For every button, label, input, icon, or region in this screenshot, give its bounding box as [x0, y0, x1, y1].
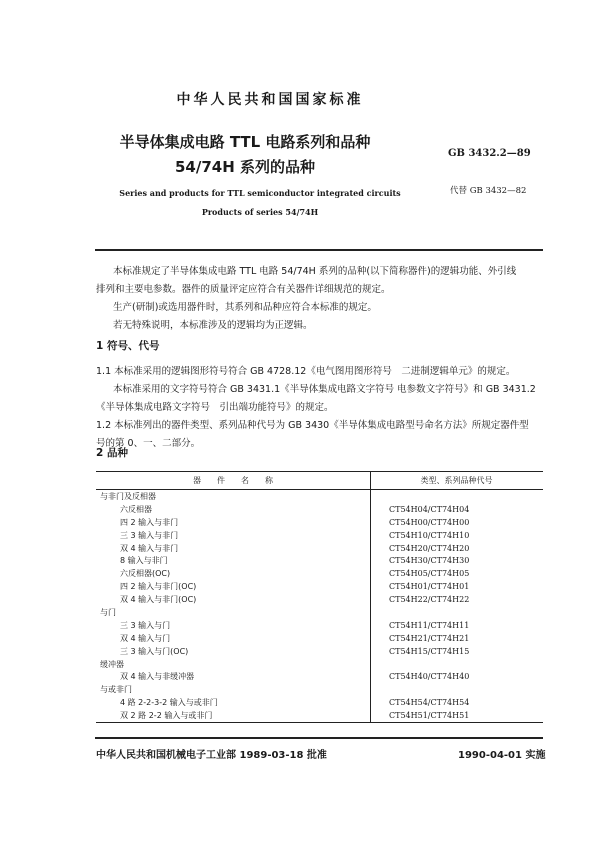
- header-rule: [95, 249, 543, 251]
- table-row: [96, 542, 543, 555]
- table-row: [96, 670, 543, 683]
- intro-line: 本标准规定了半导体集成电路 TTL 电路 54/74H 系列的品种(以下简称器件)的逻辑功能、外引线: [113, 266, 517, 277]
- table-row: [96, 606, 543, 619]
- category-name: 与门: [100, 607, 116, 617]
- device-code: CT54H05/CT74H05: [371, 567, 544, 580]
- device-code: CT54H40/CT74H40: [371, 670, 544, 683]
- table-row: [96, 529, 543, 542]
- device-code: CT54H04/CT74H04: [371, 503, 544, 516]
- device-name: 三 3 输入与非门: [120, 530, 179, 540]
- device-code: CT54H01/CT74H01: [371, 580, 544, 593]
- section-1-line: 1.1 本标准采用的逻辑图形符号符合 GB 4728.12《电气图用图形符号 二进制逻辑单元》的规定。: [96, 366, 516, 377]
- table-row: [96, 567, 543, 580]
- category-name: 与或非门: [100, 685, 132, 695]
- device-code: CT54H30/CT74H30: [371, 554, 544, 567]
- table-row: [96, 709, 543, 722]
- title-line-1: 半导体集成电路 TTL 电路系列和品种: [119, 133, 371, 151]
- table-row: [96, 683, 543, 696]
- device-name: 三 3 输入与门: [120, 620, 171, 630]
- table-row: [96, 554, 543, 567]
- device-name: 双 2 路 2-2 输入与或非门: [96, 709, 371, 722]
- column-header-code: 类型、系列品种代号: [371, 472, 544, 490]
- category-name: 缓冲器: [100, 659, 124, 669]
- product-table: [96, 471, 543, 723]
- device-name: 双 4 输入与非门(OC): [120, 595, 197, 605]
- table-row: [96, 645, 543, 658]
- title-line-2: 54/74H 系列的品种: [174, 158, 315, 176]
- table-row: [96, 593, 543, 606]
- device-code: CT54H11/CT74H11: [371, 619, 544, 632]
- effective-date: 1990-04-01 实施: [458, 750, 546, 761]
- device-code: CT54H20/CT74H20: [371, 542, 544, 555]
- standard-type: 中华人民共和国国家标准: [176, 92, 364, 108]
- section-1-line: 本标准采用的文字符号符合 GB 3431.1《半导体集成电路文字符号 电参数文字符号》和 GB 3431.2: [113, 384, 536, 395]
- intro-line: 若无特殊说明，本标准涉及的逻辑均为正逻辑。: [113, 320, 313, 331]
- section-1-heading: 1 符号、代号: [96, 340, 160, 352]
- device-code: CT54H00/CT74H00: [371, 516, 544, 529]
- device-name: 4 路 2-2-3-2 输入与或非门: [120, 698, 218, 708]
- device-code: CT54H22/CT74H22: [371, 593, 544, 606]
- replaces-code: 代替 GB 3432—82: [450, 186, 527, 196]
- device-code: [371, 683, 544, 696]
- device-name: 三 3 输入与门(OC): [120, 646, 189, 656]
- intro-line: 排列和主要电参数。器件的质量评定应符合有关器件详细规范的规定。: [96, 284, 391, 295]
- section-2-heading: 2 品种: [96, 447, 128, 459]
- device-code: [371, 658, 544, 671]
- footer-rule: [95, 737, 543, 739]
- device-code: CT54H21/CT74H21: [371, 632, 544, 645]
- table-row: [96, 580, 543, 593]
- column-header-name: 器 件 名 称: [96, 472, 371, 490]
- device-name: 双 4 输入与非缓冲器: [120, 672, 195, 682]
- table-row: [96, 490, 543, 503]
- standard-code: GB 3432.2—89: [448, 148, 531, 159]
- device-code: [371, 490, 544, 503]
- table-row: [96, 503, 543, 516]
- device-name: 四 2 输入与非门(OC): [120, 582, 197, 592]
- device-name: 双 4 输入与门: [120, 633, 171, 643]
- english-title-2: Products of series 54/74H: [201, 207, 319, 217]
- device-name: 双 4 输入与非门: [120, 543, 179, 553]
- approval-text: 中华人民共和国机械电子工业部 1989-03-18 批准: [96, 750, 327, 761]
- table-row: [96, 658, 543, 671]
- english-title-1: Series and products for TTL semiconductor integrated circuits: [119, 188, 401, 198]
- device-code: CT54H10/CT74H10: [371, 529, 544, 542]
- section-1-line: 1.2 本标准列出的器件类型、系列品种代号为 GB 3430《半导体集成电路型号命名方法》所规定器件型: [96, 420, 529, 431]
- device-name: 六反相器: [120, 504, 152, 514]
- device-code: CT54H54/CT74H54: [371, 696, 544, 709]
- device-code: CT54H51/CT74H51: [371, 709, 544, 722]
- table-row: [96, 696, 543, 709]
- table-row: [96, 619, 543, 632]
- table-row: [96, 632, 543, 645]
- section-1-line: 号的第 0、一、二部分。: [96, 438, 201, 449]
- device-code: [371, 606, 544, 619]
- intro-line: 生产(研制)或选用器件时，其系列和品种应符合本标准的规定。: [113, 302, 377, 313]
- category-name: 与非门及反相器: [100, 491, 156, 501]
- device-name: 六反相器(OC): [120, 569, 171, 579]
- device-name: 8 输入与非门: [120, 556, 168, 566]
- table-row: [96, 516, 543, 529]
- device-name: 四 2 输入与非门: [120, 517, 179, 527]
- device-code: CT54H15/CT74H15: [371, 645, 544, 658]
- section-1-line: 《半导体集成电路文字符号 引出端功能符号》的规定。: [96, 402, 334, 413]
